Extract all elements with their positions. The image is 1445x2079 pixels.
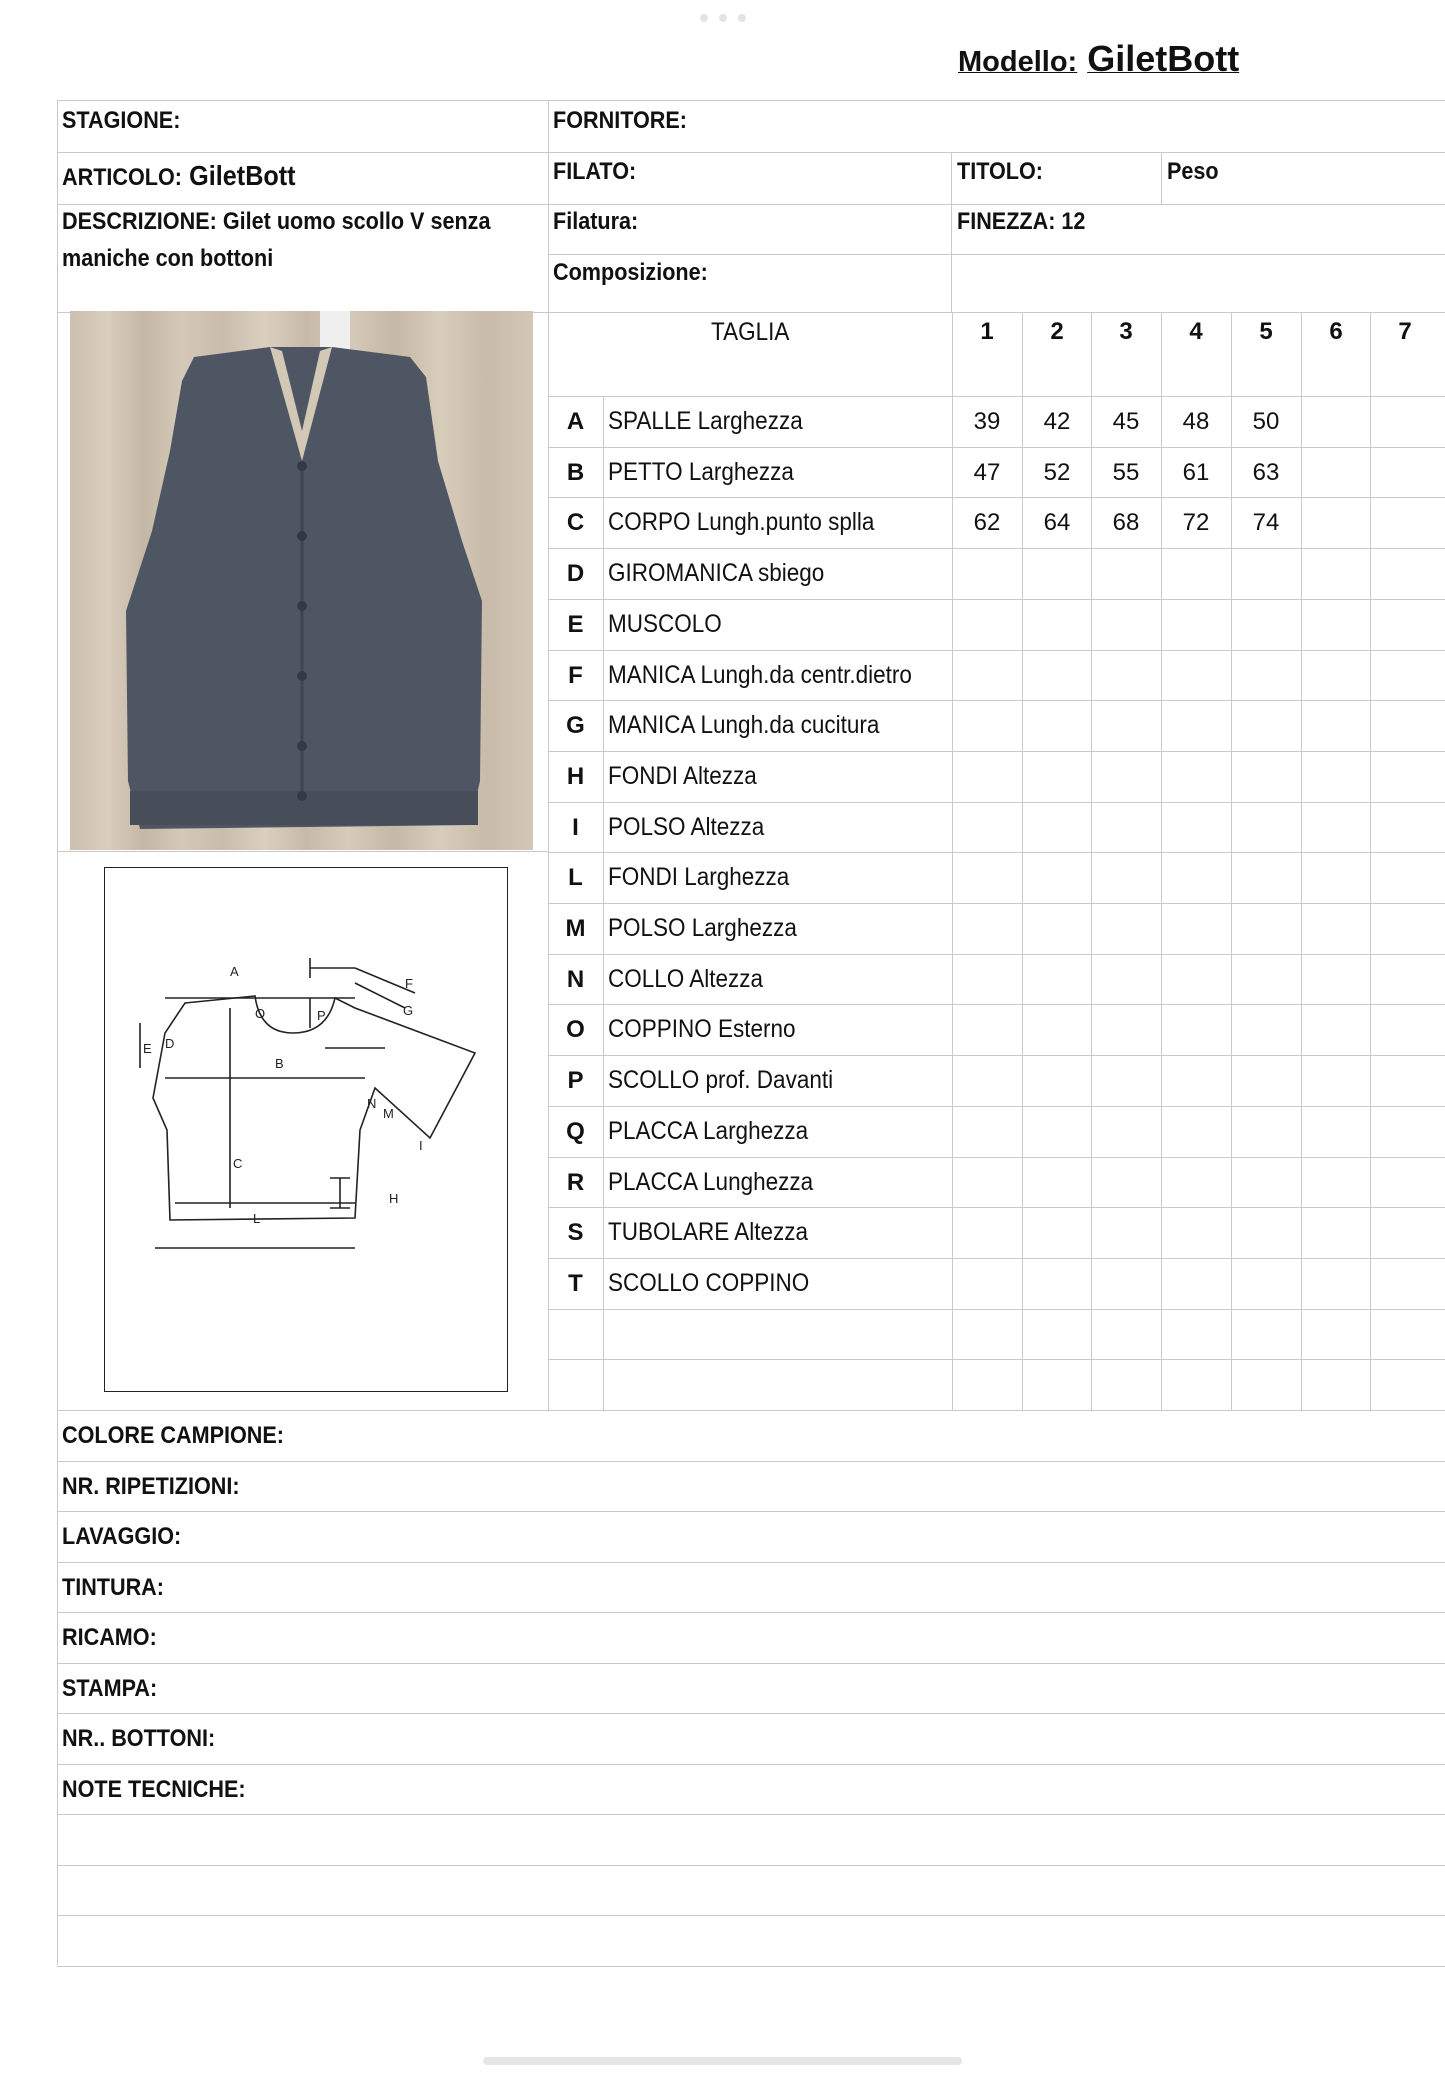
diagram-label: O xyxy=(255,1006,266,1021)
articolo-field xyxy=(62,160,296,192)
rule xyxy=(1301,312,1302,1410)
diagram-label: E xyxy=(143,1041,152,1056)
row-label: COLLO Altezza xyxy=(608,964,764,993)
table-cell[interactable]: 45 xyxy=(1112,408,1140,435)
size-header: 2 xyxy=(1050,318,1064,345)
row-letter: C xyxy=(566,509,585,537)
row-label: FONDI Altezza xyxy=(608,761,757,790)
diagram-label: C xyxy=(233,1156,243,1171)
footer-field-label: NOTE TECNICHE: xyxy=(62,1775,246,1803)
row-letter: O xyxy=(566,1016,585,1044)
table-cell[interactable]: 48 xyxy=(1182,408,1210,435)
rule xyxy=(57,1511,1445,1512)
row-letter: H xyxy=(566,762,585,790)
sheet-left-border xyxy=(57,100,58,1965)
descrizione-field xyxy=(62,208,490,236)
model-label: Modello: xyxy=(958,46,1078,78)
footer-field-label: NR. RIPETIZIONI: xyxy=(62,1472,240,1500)
table-cell[interactable]: 61 xyxy=(1182,458,1210,486)
rule xyxy=(548,548,1445,549)
diagram-label: M xyxy=(383,1106,394,1121)
size-header: 7 xyxy=(1398,318,1412,345)
composizione-label: Composizione: xyxy=(553,259,708,286)
diagram-label: N xyxy=(367,1096,377,1111)
diagram-label: A xyxy=(230,964,239,979)
rule xyxy=(548,599,1445,600)
table-cell[interactable]: 72 xyxy=(1182,509,1210,537)
scroll-indicator[interactable] xyxy=(483,2057,962,2065)
table-cell[interactable]: 55 xyxy=(1112,458,1140,486)
filato-label: FILATO: xyxy=(553,158,637,185)
size-header: 6 xyxy=(1329,318,1343,345)
fornitore-label: FORNITORE: xyxy=(553,107,688,134)
row-label: SPALLE Larghezza xyxy=(608,407,803,435)
rule xyxy=(57,851,548,852)
diagram-label: L xyxy=(253,1211,261,1226)
table-cell[interactable]: 68 xyxy=(1112,509,1140,537)
row-letter: N xyxy=(566,965,585,993)
row-label: CORPO Lungh.punto splla xyxy=(608,508,875,537)
footer-field-label: LAVAGGIO: xyxy=(62,1523,182,1550)
rule xyxy=(548,497,1445,498)
rule xyxy=(1161,152,1162,204)
product-photo xyxy=(70,311,533,850)
rule xyxy=(57,204,1445,205)
rule xyxy=(57,1612,1445,1613)
row-letter: S xyxy=(567,1219,584,1247)
table-cell[interactable]: 50 xyxy=(1252,408,1280,435)
size-header: 3 xyxy=(1119,318,1133,345)
size-header: 4 xyxy=(1189,318,1203,345)
footer-field-label: COLORE CAMPIONE: xyxy=(62,1422,285,1449)
rule xyxy=(548,1207,1445,1208)
row-label: MANICA Lungh.da centr.dietro xyxy=(608,660,912,689)
row-letter: B xyxy=(566,458,585,486)
diagram-label: B xyxy=(275,1056,284,1071)
row-label: PETTO Larghezza xyxy=(608,457,794,486)
rule xyxy=(548,1258,1445,1259)
rule xyxy=(57,1713,1445,1714)
row-letter: R xyxy=(566,1168,585,1196)
peso-label: Peso xyxy=(1167,158,1219,185)
stagione-label: STAGIONE: xyxy=(62,107,181,134)
rule xyxy=(57,152,1445,153)
diagram-label: H xyxy=(389,1191,399,1206)
rule xyxy=(548,650,1445,651)
articolo-label: ARTICOLO: xyxy=(62,164,182,191)
rule xyxy=(57,1966,1445,1967)
row-label: PLACCA Lunghezza xyxy=(608,1167,814,1196)
row-label: TUBOLARE Altezza xyxy=(608,1218,809,1247)
row-letter: I xyxy=(572,813,579,841)
rule xyxy=(548,802,1445,803)
table-cell[interactable]: 74 xyxy=(1252,509,1280,537)
descrizione-line1: Gilet uomo scollo V senza xyxy=(222,208,491,235)
rule xyxy=(57,100,1445,101)
row-label: MANICA Lungh.da cucitura xyxy=(608,711,880,740)
row-label: PLACCA Larghezza xyxy=(608,1116,809,1145)
table-cell[interactable]: 42 xyxy=(1043,408,1071,435)
rule xyxy=(57,1461,1445,1462)
row-label: POLSO Larghezza xyxy=(608,914,797,942)
rule xyxy=(548,1359,1445,1360)
row-letter: F xyxy=(568,661,583,689)
rule xyxy=(548,852,1445,853)
filatura-label: Filatura: xyxy=(553,208,639,235)
model-value: GiletBott xyxy=(1087,38,1240,79)
footer-field-label: TINTURA: xyxy=(62,1573,164,1601)
table-cell[interactable]: 47 xyxy=(973,458,1001,486)
footer-field-label: RICAMO: xyxy=(62,1624,157,1651)
row-label: SCOLLO COPPINO xyxy=(608,1268,810,1297)
row-letter: D xyxy=(566,560,585,588)
diagram-label: D xyxy=(165,1036,175,1051)
row-letter: E xyxy=(567,610,584,638)
rule xyxy=(548,1309,1445,1310)
rule xyxy=(57,1562,1445,1563)
finezza-label: FINEZZA: 12 xyxy=(957,208,1086,235)
titolo-label: TITOLO: xyxy=(957,158,1043,185)
rule xyxy=(548,1157,1445,1158)
rule xyxy=(1370,312,1371,1410)
rule xyxy=(548,1106,1445,1107)
row-letter: P xyxy=(567,1067,584,1095)
table-cell[interactable]: 63 xyxy=(1252,458,1280,486)
rule xyxy=(57,1764,1445,1765)
row-letter: L xyxy=(568,864,583,892)
rule xyxy=(548,254,1445,255)
footer-field-label: NR.. BOTTONI: xyxy=(62,1725,216,1752)
diagram-label: I xyxy=(419,1138,423,1153)
rule xyxy=(548,447,1445,448)
rule xyxy=(548,751,1445,752)
rule xyxy=(57,1915,1445,1916)
diagram-label: P xyxy=(317,1008,326,1023)
diagram-label: F xyxy=(405,976,413,991)
descrizione-line2: maniche con bottoni xyxy=(62,245,274,272)
gilet-diagram-icon xyxy=(105,868,507,1391)
gilet-photo-icon xyxy=(70,311,533,850)
size-header: 5 xyxy=(1259,318,1273,345)
rule xyxy=(57,1814,1445,1815)
articolo-value: GiletBott xyxy=(189,160,296,191)
rule xyxy=(951,152,952,312)
rule xyxy=(548,1055,1445,1056)
row-letter: T xyxy=(568,1269,583,1297)
row-label: COPPINO Esterno xyxy=(608,1015,796,1044)
row-letter: G xyxy=(566,712,585,740)
row-label: FONDI Larghezza xyxy=(608,863,790,892)
table-cell[interactable]: 64 xyxy=(1043,509,1071,537)
page-title xyxy=(958,38,1239,80)
footer-field-label: STAMPA: xyxy=(62,1674,158,1702)
rule xyxy=(548,1004,1445,1005)
sheet-mid-border xyxy=(548,100,549,1410)
rule xyxy=(57,1865,1445,1866)
row-label: POLSO Altezza xyxy=(608,812,765,841)
row-letter: M xyxy=(565,915,586,942)
taglia-label: TAGLIA xyxy=(711,318,790,346)
descrizione-label: DESCRIZIONE: xyxy=(62,208,217,235)
measurement-diagram xyxy=(104,867,508,1392)
rule xyxy=(57,1410,1445,1411)
row-label: SCOLLO prof. Davanti xyxy=(608,1066,834,1095)
rule xyxy=(548,903,1445,904)
rule xyxy=(57,1663,1445,1664)
rule xyxy=(548,954,1445,955)
rule xyxy=(548,396,1445,397)
row-letter: A xyxy=(566,408,585,435)
window-handle-dots xyxy=(700,14,746,22)
diagram-label: G xyxy=(403,1003,414,1018)
size-header: 1 xyxy=(980,318,994,345)
table-cell[interactable]: 52 xyxy=(1043,458,1071,486)
row-label: MUSCOLO xyxy=(608,609,722,638)
row-letter: Q xyxy=(566,1117,585,1145)
table-cell[interactable]: 39 xyxy=(973,408,1001,435)
table-cell[interactable]: 62 xyxy=(973,509,1001,537)
rule xyxy=(548,700,1445,701)
row-label: GIROMANICA sbiego xyxy=(608,559,825,588)
